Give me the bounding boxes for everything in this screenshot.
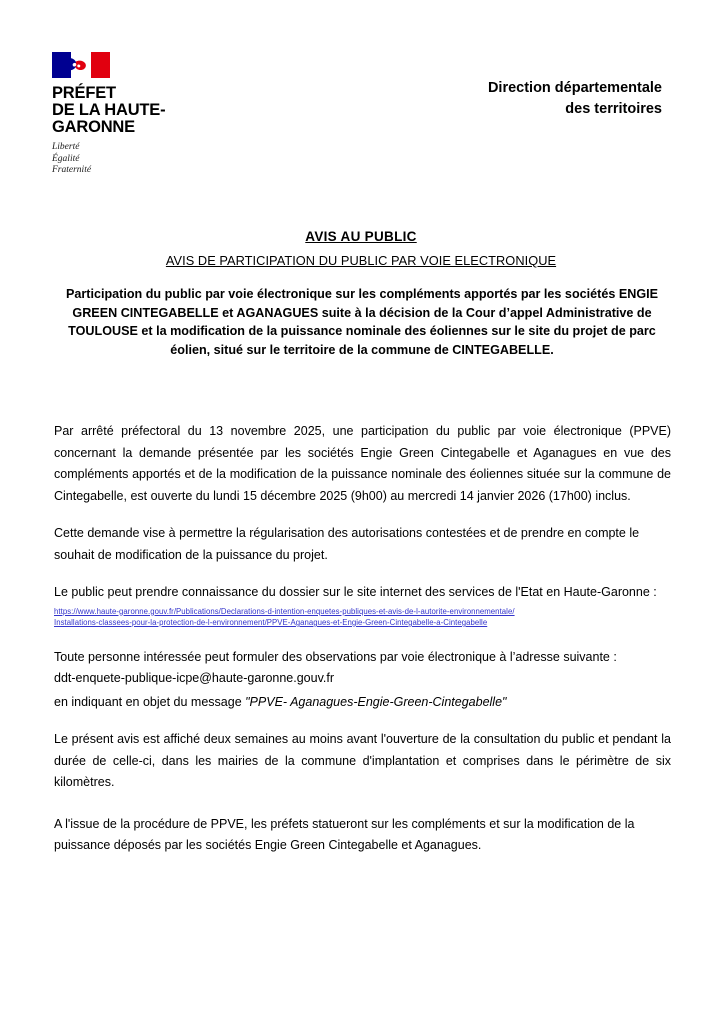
objet-message-intro: en indiquant en objet du message <box>54 694 246 709</box>
paragraph-objet-message <box>54 692 671 714</box>
brand-name <box>52 85 282 136</box>
republic-motto <box>52 142 282 177</box>
brand-name-line1: PRÉFET <box>52 84 116 102</box>
brand-name-line3: GARONNE <box>52 118 135 136</box>
paragraph-demande-objet: Cette demande vise à permettre la régularisation des autorisations contestées et de prendre en compte le souhait de modification de la puissance du projet. <box>54 526 640 562</box>
observations-intro-text: Toute personne intéressée peut formuler des observations par voie électronique à l’adresse suivante : <box>54 649 617 664</box>
title-block <box>52 228 670 269</box>
department-title <box>488 78 662 120</box>
brand-name-line2: DE LA HAUTE- <box>52 101 166 119</box>
dossier-url-line2[interactable]: Installations-classees-pour-la-protection-de-l-environnement/PPVE-Aganagues-et-Engie-Green-Cintegabelle-a-Cintegabelle <box>54 618 488 627</box>
paragraph-affichage-avis: Le présent avis est affiché deux semaines au moins avant l'ouverture de la consultation du public et pendant la durée de celle-ci, dans les mairies de la commune d'implantation et comprises dans le périmètre de six kilomètres. <box>54 732 671 789</box>
paragraph-issue-procedure: A l'issue de la procédure de PPVE, les préfets statueront sur les compléments et sur la modification de la puissance déposés par les sociétés Engie Green Cintegabelle et Aganagues. <box>54 816 635 852</box>
page-subtitle: AVIS DE PARTICIPATION DU PUBLIC PAR VOIE ELECTRONIQUE <box>165 253 557 268</box>
paragraph-consultation-dossier: Le public peut prendre connaissance du dossier sur le site internet des services de l'Etat en Haute-Garonne : <box>54 585 657 599</box>
motto-fraternite: Fraternité <box>52 165 92 175</box>
page-title: AVIS AU PUBLIC <box>305 229 417 244</box>
dossier-url-link[interactable] <box>54 606 671 629</box>
paragraph-arrete-prefectoral: Par arrêté préfectoral du 13 novembre 2025, une participation du public par voie électronique (PPVE) concernant la demande présentée par les sociétés Engie Green Cintegabelle et Aganagues en vue des compléments apportés et de la modification de la puissance nominale des éoliennes située sur la commune de Cintegabelle, est ouverte du lundi 15 décembre 2025 (9h00) au mercredi 14 janvier 2026 (17h00) inclus. <box>54 424 671 503</box>
department-title-line2: des territoires <box>565 101 662 117</box>
objet-message-subject: "PPVE- Aganagues-Engie-Green-Cintegabelle" <box>245 694 507 709</box>
french-flag-marianne-icon <box>52 52 110 78</box>
dossier-url-line1[interactable]: https://www.haute-garonne.gouv.fr/Publications/Declarations-d-intention-enquetes-publiques-et-avis-de-l-autorite-environnementale/ <box>54 606 515 616</box>
department-title-line1: Direction départementale <box>487 80 662 96</box>
motto-egalite: Égalité <box>52 153 80 164</box>
republique-francaise-brand <box>52 52 282 177</box>
contact-email[interactable]: ddt-enquete-publique-icpe@haute-garonne.gouv.fr <box>54 671 335 685</box>
motto-liberte: Liberté <box>52 142 80 152</box>
paragraph-observations-adresse <box>54 647 671 690</box>
document-body <box>54 421 671 873</box>
lead-paragraph: Participation du public par voie électronique sur les compléments apportés par les sociétés ENGIE GREEN CINTEGABELLE et AGANAGUES suite à la décision de la Cour d’appel Administrative de TOULOUSE et la modification de la puissance nominale des éoliennes sur le site du projet de parc éolien, situé sur le territoire de la commune de CINTEGABELLE. <box>65 287 659 357</box>
document-header <box>0 52 722 177</box>
